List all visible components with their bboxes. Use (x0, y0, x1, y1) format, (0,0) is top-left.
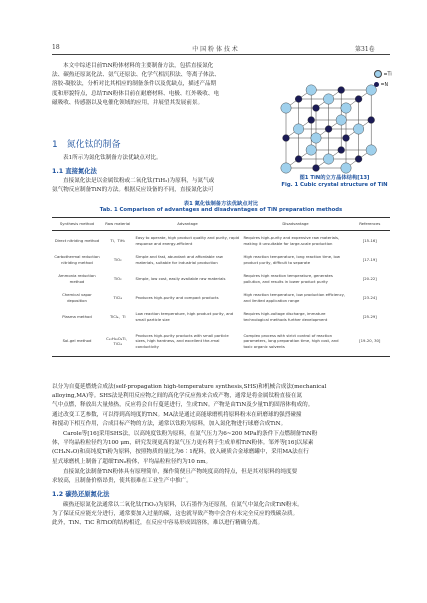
table-cell-dis: Complex process with strict control of reaction parameters, long preparation time, high cost, and toxic organic solvents (241, 326, 349, 357)
body-paragraph-methods (52, 383, 390, 429)
ti-atom (281, 103, 291, 113)
table-row (52, 250, 390, 269)
table-header-row (52, 218, 390, 231)
ti-atom (293, 124, 303, 134)
ti-atom (306, 145, 316, 155)
table-cell-dis: Requires high reaction temperature, generates pollution, and results in lower product purity (243, 273, 333, 284)
page-number: 18 (52, 44, 60, 51)
column-header: Advantage (134, 218, 242, 231)
ti-atom (341, 163, 351, 173)
ti-atom (281, 163, 291, 173)
column-header: Raw material (102, 218, 134, 231)
text-line: 碳热还原氮化法通常以二氧化钛(TiO₂)为原料，以石墨作为还原剂，在氮气中氮化合成TiN粉末。 (63, 502, 303, 508)
text-line: 为了保证反应能充分进行，通常要加入过量的碳，这也就导致产物中会含有未完全反应的残碳杂质。 (52, 511, 299, 518)
intro-line: 本文中综述目前TiN粉体材料的主要制备方法，包括直接氮化 (63, 63, 214, 69)
body-paragraph-carole (52, 430, 390, 467)
text-line: 和搅动下相互作用，合成目标产物的方法，通常以钛粉为原料，加入氮化物进行球磨合成TiN。 (52, 420, 287, 427)
n-atom-icon (374, 82, 379, 87)
table-cell-dis: Requires high-purity and expensive raw materials, making it unsuitable for large-scale production (243, 235, 340, 246)
intro-line: 法、碳热还原氮化法、氨气还原法、化学气相沉积法、等离子体法、 (52, 72, 220, 79)
column-header: Synthesis method (52, 218, 102, 231)
figure-caption-cn: 图1 TiN的立方晶体结构[13] (299, 175, 370, 181)
text-line: 以分为自蔓延燃烧合成法(self-propagation high-temperature synthesis,SHS)和机械合成法(mechanical (52, 384, 327, 390)
n-atom (313, 165, 320, 172)
table-title-en: Tab. 1 Comparison of advantages and disadvantages of TiN preparation methods (99, 207, 343, 213)
section1-paragraph: 表1所示为氮化钛制备方法优缺点对比。 (63, 155, 162, 161)
legend-n (374, 82, 388, 88)
figure-1 (272, 60, 392, 200)
legend-label: =N (380, 83, 389, 88)
text-line: 直接氮化法制备TiN粉体具有原理简单，操作简便且产物纯度高的特点，但是其对原料的纯度要 (63, 469, 298, 475)
n-atom (325, 126, 332, 133)
subsection-heading-1-2: 1.2 碳热还原氮化法 (52, 491, 110, 498)
n-atom (295, 96, 302, 103)
n-atom (355, 96, 362, 103)
table-cell-adv: Simple and fast, abundant and affordable raw materials, suitable for industrial production (135, 254, 223, 265)
n-atom (355, 156, 362, 163)
legend-ti (374, 70, 392, 78)
text-line: 氨气物反应制备TiN的方法。根据反应设备的不同，直接氮化法可 (52, 187, 214, 194)
text-line: Carole等[16]采用SHS法，以高纯度钛粉为原料，在氮气压力为6~200 MPa的条件下点燃制备TiN粉 (63, 431, 318, 437)
intro-line: 磁吸收、传感器以及电催化领域的应用，并展望其发展前景。 (52, 99, 204, 106)
n-atom (308, 117, 315, 124)
table-cell-method: Chemical vapor deposition (62, 292, 92, 303)
subsection-1-2-paragraph (52, 501, 390, 529)
crystal-structure-diagram (272, 60, 392, 180)
table-row (52, 307, 390, 326)
ti-atom (353, 124, 363, 134)
text-line: 星式球磨机上制备了超细TiN₀粉体，平均晶粒粒径约为10 nm。 (52, 458, 212, 465)
table-cell-ref: [20-22] (362, 275, 377, 281)
ti-atom (311, 133, 321, 143)
table-cell-adv: Easy to operate, high product quality and purity, rapid response and energy-efficient (135, 235, 240, 246)
body-paragraph-direct (52, 468, 390, 486)
table-title-cn: 表1 氮化钛制备方法优缺点对比 (183, 201, 259, 207)
lattice-atoms (281, 85, 377, 173)
table-cell-ref: [25-29] (362, 313, 377, 319)
n-atom (313, 105, 320, 112)
table-cell-method: Carbothermal reduction nitriding method (54, 254, 100, 265)
column-header: Disadvantage (241, 218, 349, 231)
ti-atom (306, 85, 316, 95)
n-atom (368, 117, 375, 124)
intro-line: 度和形貌特点，总结TiN粉体目前在耐磨材料、电极、红外吸收、电 (52, 90, 220, 97)
table-cell-raw: TiO₂ (113, 275, 122, 281)
n-atom (343, 135, 350, 142)
text-line: 气中点燃，释放出大量热热，反应将会自行蔓延进行，生成TiN。产物是由TiN及少量Ti的固溶体构成的。 (52, 402, 314, 409)
table-cell-adv: Simple, low cost, easily available raw materials (135, 275, 226, 281)
table-row (52, 288, 390, 307)
table-cell-dis: High reaction temperature, low production efficiency, and limited application range (243, 292, 346, 303)
comparison-table (52, 217, 390, 357)
volume-label: 第31卷 (355, 46, 375, 53)
intro-paragraph (52, 62, 266, 108)
text-line: (CH₄N₂O)和高纯度Ti粉为原料，按照物质的量比为6∶1配料，放入硬质合金球磨罐中，采用MA法在行 (52, 449, 309, 456)
table-cell-raw: Ti、TiH₂ (110, 237, 126, 243)
table-cell-raw: TiCl₄、Ti (109, 313, 126, 319)
n-atom (283, 135, 290, 142)
table-cell-method: Plasma method (62, 313, 92, 319)
subsection-heading-1-1: 1.1 直接氮化法 (52, 168, 97, 175)
legend-label: =Ti (383, 72, 392, 78)
table-cell-ref: [17-19] (362, 256, 377, 262)
text-line: 直接氮化法是以金属钛粉或二氧化钛(TiH₂)为原料，与氮气或 (63, 178, 215, 184)
table-cell-method: Sol-gel method (52, 326, 102, 357)
text-line: 体，平均晶粒粒径约为100 μm，研究发现更高的氮气压力更有利于生成单相TiN粉体。邹斧等[16]以尿素 (52, 440, 314, 447)
table-cell-method: Direct nitriding method (54, 237, 100, 243)
table-cell-raw: TiO₂ (113, 256, 122, 262)
n-atom (295, 156, 302, 163)
table-cell-raw: C₁₂H₂₈O₄Ti、TiCl₄ (102, 326, 134, 357)
table-cell-adv: Low reaction temperature, high product purity, and small particle size (135, 311, 234, 322)
table-cell-dis: High reaction temperature, long reaction time, low product purity, difficult to separate (243, 254, 340, 265)
section-title: 氮化钛的制备 (66, 140, 121, 150)
table-cell-ref: [23-24] (362, 294, 377, 300)
ti-atom (341, 103, 351, 113)
table-cell-ref: [15-16] (362, 237, 377, 243)
table-row (52, 269, 390, 288)
table-cell-adv: Produces high-purity and compact products (135, 294, 219, 300)
text-line: alloying,MA)等。SHS法是利用反应物之间的高化学反应热来合成产物，通常是将金属钛粉直接在氮 (52, 393, 303, 400)
table-row (52, 326, 390, 357)
ti-atom (366, 145, 376, 155)
ti-atom (323, 154, 333, 164)
table-cell-raw: TiCl₄ (113, 294, 122, 300)
table-cell-method: Ammonia reduction method (58, 273, 96, 284)
table-row (52, 231, 390, 251)
table-cell-adv: Produces high-purity products with small particle sizes, high hardness, and excellent the-rmal conductivity (134, 326, 242, 357)
column-header: References (350, 218, 390, 231)
table-cell-dis: Requires high-voltage discharge, immature technological methods further development (243, 311, 328, 322)
section-number: 1 (52, 140, 58, 150)
journal-name: 中 国 粉 体 技 术 (192, 46, 238, 53)
header-rule (52, 54, 390, 55)
text-line: 通过改变工艺参数，可以得到高纯度的TiN。MA法是通过高能球磨机将原料粉末在研磨球的强烈碰撞 (52, 411, 302, 418)
text-line: 求较高，且制备价格昂贵，使其很难在工业生产中推广。 (52, 478, 192, 485)
ti-atom (323, 94, 333, 104)
n-atom (338, 147, 345, 154)
figure-caption-en: Fig. 1 Cubic crystal structure of TiN (281, 182, 388, 188)
ti-atom (336, 115, 346, 125)
section-heading (52, 137, 121, 150)
text-line: 此外，TiN、TiC 和TiO的结构相近，在反应中容易形成固溶体，难以进行精确分离。 (52, 520, 264, 527)
n-atom (338, 87, 345, 94)
intro-line: 溶胶-凝胶法，分析对比其相应的制备条件以及优缺点，描述产品期 (52, 81, 217, 88)
subsection-1-1-paragraph (52, 177, 266, 195)
ti-atom-icon (374, 70, 382, 78)
table-cell-ref: [19-20, 30] (350, 326, 390, 357)
